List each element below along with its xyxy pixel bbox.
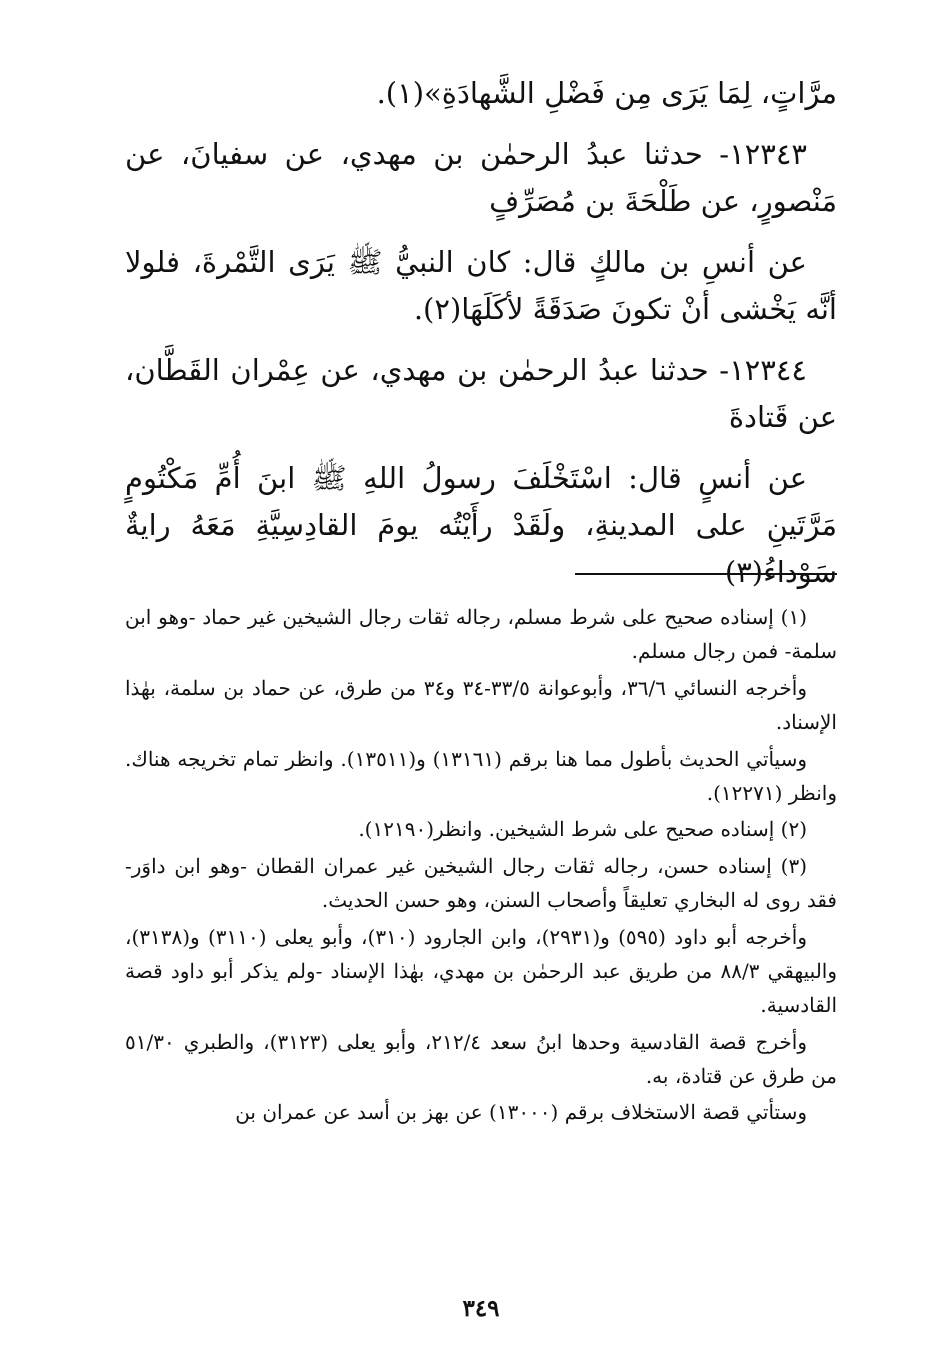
footnotes xyxy=(125,600,837,1132)
hadith-12344-matn: عن أنسٍ قال: اسْتَخْلَفَ رسولُ اللهِ ﷺ ابنَ أُمِّ مَكْتُومٍ مَرَّتَينِ على المدينةِ، ولَقَدْ رأَيْتُه يومَ القادِسِيَّةِ مَعَهُ رايةٌ سَوْداءُ(٣) xyxy=(125,460,837,589)
footnote-separator xyxy=(575,573,837,575)
footnote-3-continuation-a: وأخرجه أبو داود (٥٩٥) و(٢٩٣١)، وابن الجارود (٣١٠)، وأبو يعلى (٣١١٠) و(٣١٣٨)، والبيهقي ٨٨/٣ من طريق عبد الرحمٰن بن مهدي، بهٰذا الإسناد -ولم يذكر أبو داود قصة القادسية. xyxy=(125,924,838,1018)
footnote-2: (٢) إسناده صحيح على شرط الشيخين. وانظر(١٢١٩٠). xyxy=(358,817,807,842)
footnote-3: (٣) إسناده حسن، رجاله ثقات رجال الشيخين غير عمران القطان -وهو ابن داوَر- فقد روى له البخاري تعليقاً وأصحاب السنن، وهو حسن الحديث. xyxy=(125,853,837,913)
main-paragraph-1: مرَّاتٍ، لِمَا يَرَى مِن فَضْلِ الشَّهادَةِ»(١). xyxy=(376,76,837,110)
footnote-1: (١) إسناده صحيح على شرط مسلم، رجاله ثقات رجال الشيخين غير حماد -وهو ابن سلمة- فمن رجال مسلم. xyxy=(125,605,837,664)
footnote-3-continuation-b: وأخرج قصة القادسية وحدها ابنُ سعد ٢١٢/٤، وأبو يعلى (٣١٢٣)، والطبري ٥١/٣٠ من طرق عن قتادة، به. xyxy=(125,1029,837,1089)
hadith-12343-matn: عن أنسِ بن مالكٍ قال: كان النبيُّ ﷺ يَرَى التَّمْرةَ، فلولا أنَّه يَخْشى أنْ تكونَ صَدَقَةً لأكَلَهَا(٢). xyxy=(125,244,837,326)
footnote-1-continuation-b: وسيأتي الحديث بأطول مما هنا برقم (١٣١٦١) و(١٣٥١١). وانظر تمام تخريجه هناك. وانظر (١٢٢٧١). xyxy=(125,746,837,805)
hadith-12343-isnad: ١٢٣٤٣- حدثنا عبدُ الرحمٰن بن مهدي، عن سفيانَ، عن مَنْصورٍ، عن طَلْحَةَ بن مُصَرِّفٍ xyxy=(125,136,837,218)
book-page xyxy=(125,70,838,1322)
page-number: ٣٤٩ xyxy=(462,1295,500,1322)
footnote-1-continuation-a: وأخرجه النسائي ٣٦/٦، وأبوعوانة ٣٣/٥-٣٤ و٣٤ من طرق، عن حماد بن سلمة، بهٰذا الإسناد. xyxy=(125,675,837,735)
footnote-3-continuation-c: وستأتي قصة الاستخلاف برقم (١٣٠٠٠) عن بهز بن أسد عن عمران بن xyxy=(235,1100,807,1125)
main-text xyxy=(125,70,837,596)
hadith-12344-isnad: ١٢٣٤٤- حدثنا عبدُ الرحمٰن بن مهدي، عن عِمْران القَطَّان، عن قَتادةَ xyxy=(125,352,837,434)
